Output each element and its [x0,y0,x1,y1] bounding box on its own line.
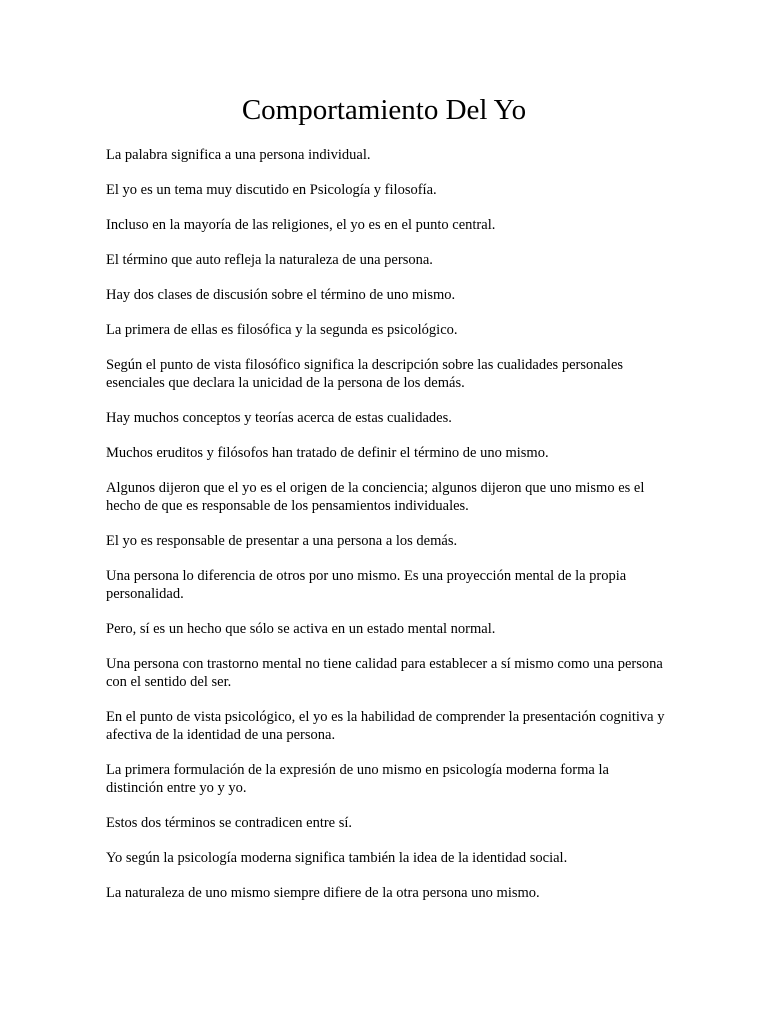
paragraph-9: Muchos eruditos y filósofos han tratado de definir el término de uno mismo. [106,445,549,461]
paragraph-14: Una persona con trastorno mental no tiene calidad para establecer a sí mismo como una persona con el sentido del ser. [106,656,663,690]
paragraph-13: Pero, sí es un hecho que sólo se activa en un estado mental normal. [106,621,496,637]
paragraph-1: La palabra significa a una persona individual. [106,147,371,163]
paragraph-12: Una persona lo diferencia de otros por uno mismo. Es una proyección mental de la propia personalidad. [106,568,627,602]
paragraph-10: Algunos dijeron que el yo es el origen de la conciencia; algunos dijeron que uno mismo es el hecho de que es responsable de los pensamientos individuales. [106,480,645,514]
paragraph-7: Según el punto de vista filosófico significa la descripción sobre las cualidades personales esenciales que declara la unicidad de la persona de los demás. [106,357,624,391]
paragraph-8: Hay muchos conceptos y teorías acerca de estas cualidades. [106,410,452,426]
paragraph-2: El yo es un tema muy discutido en Psicología y filosofía. [106,182,437,198]
document-body [106,146,666,919]
paragraph-15: En el punto de vista psicológico, el yo es la habilidad de comprender la presentación cognitiva y afectiva de la identidad de una persona. [106,709,665,743]
paragraph-17: Estos dos términos se contradicen entre sí. [106,815,353,831]
document-title: Comportamiento Del Yo [241,94,527,126]
paragraph-19: La naturaleza de uno mismo siempre difiere de la otra persona uno mismo. [106,885,540,901]
paragraph-4: El término que auto refleja la naturaleza de una persona. [106,252,433,268]
paragraph-5: Hay dos clases de discusión sobre el término de uno mismo. [106,287,456,303]
paragraph-18: Yo según la psicología moderna significa también la idea de la identidad social. [106,850,568,866]
paragraph-11: El yo es responsable de presentar a una persona a los demás. [106,533,458,549]
paragraph-16: La primera formulación de la expresión de uno mismo en psicología moderna forma la distinción entre yo y yo. [106,762,609,796]
paragraph-6: La primera de ellas es filosófica y la segunda es psicológico. [106,322,458,338]
paragraph-3: Incluso en la mayoría de las religiones, el yo es en el punto central. [106,217,496,233]
